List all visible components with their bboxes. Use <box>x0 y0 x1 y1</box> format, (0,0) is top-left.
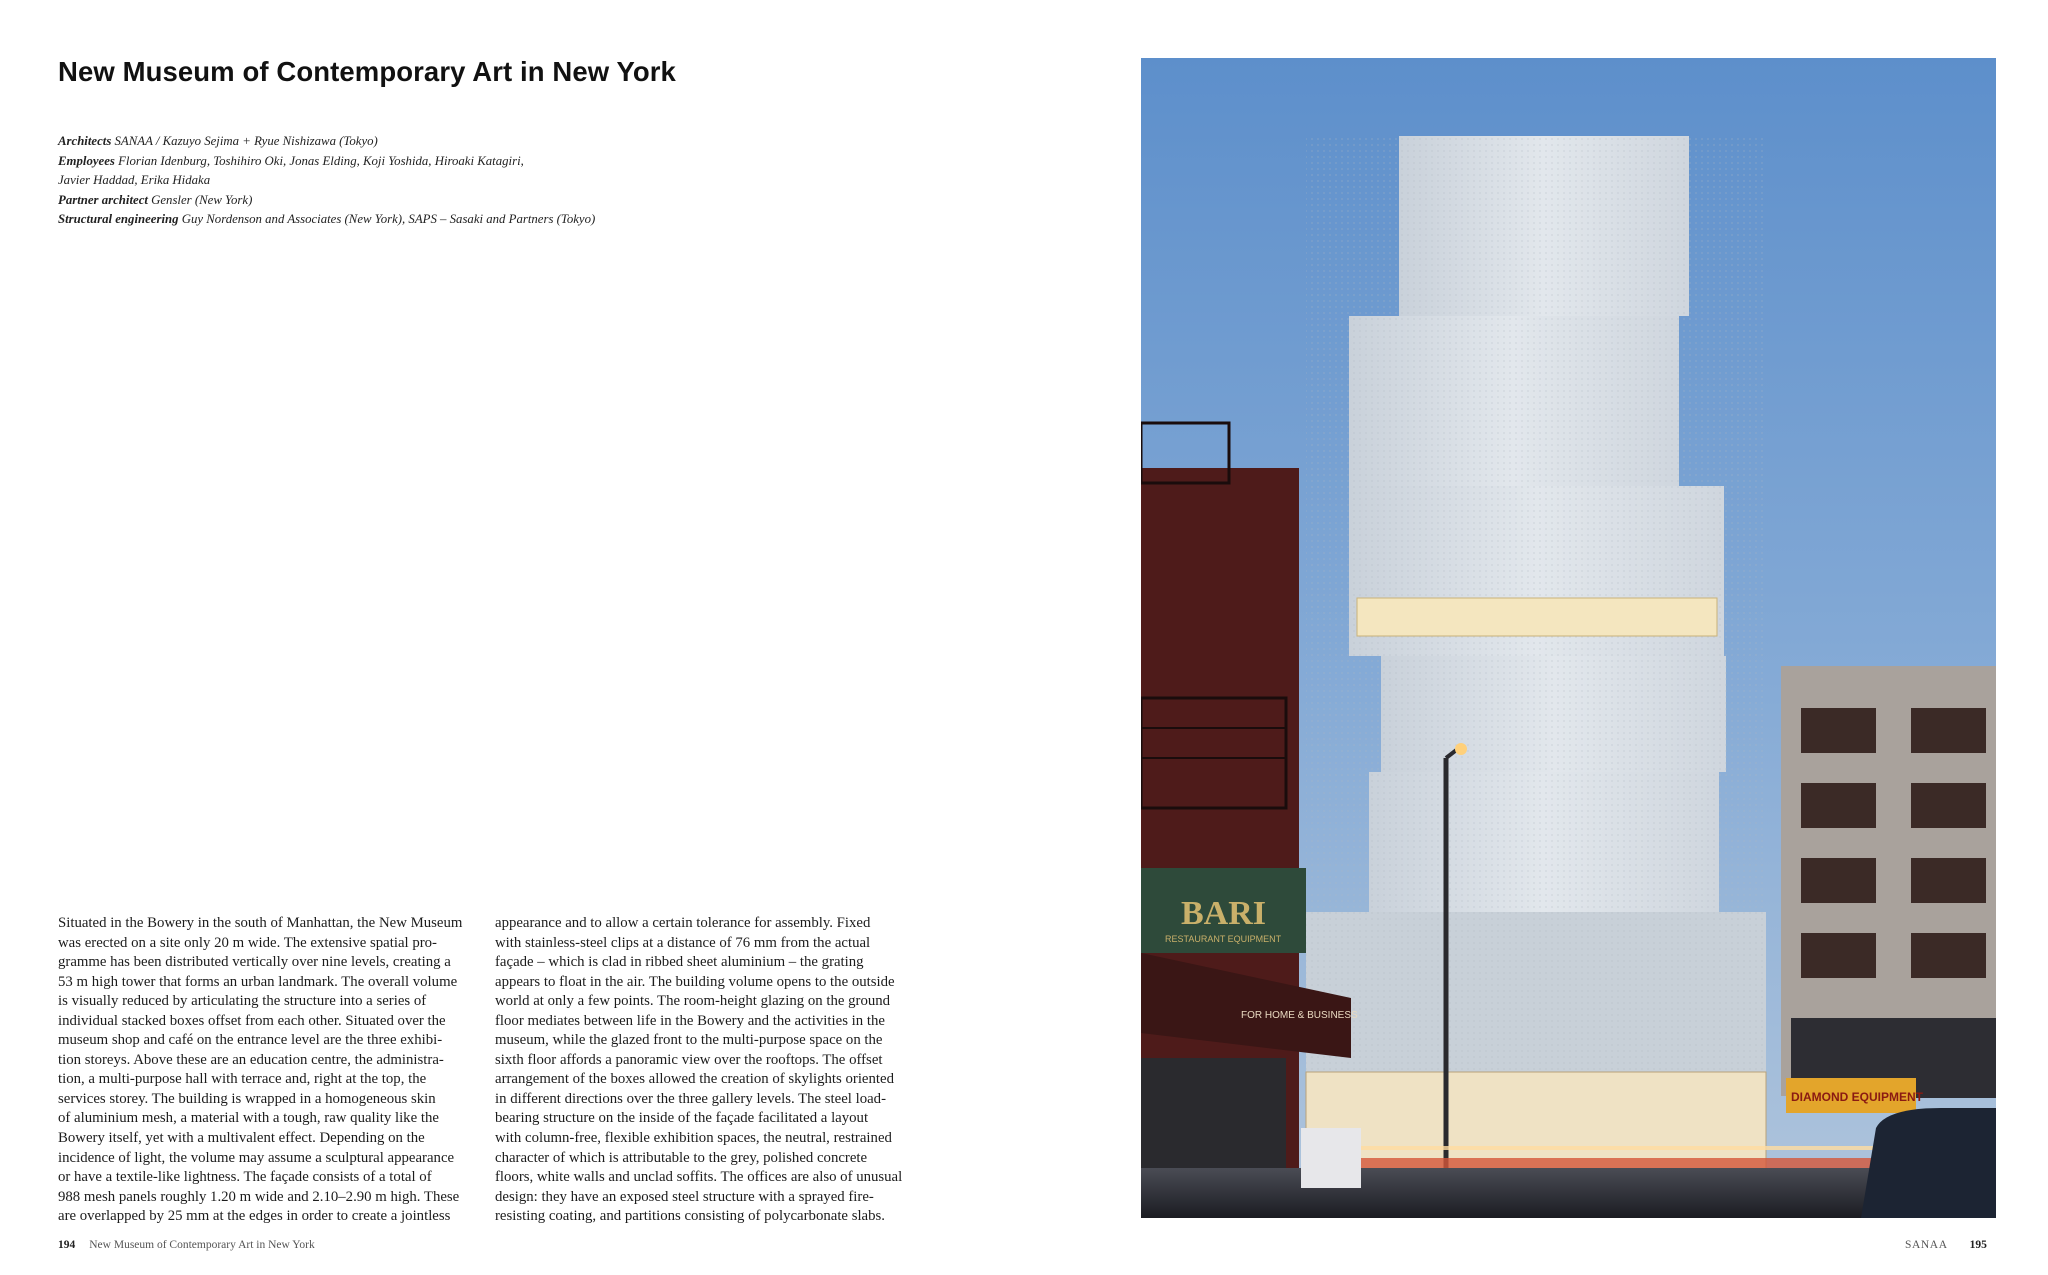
project-credits <box>58 132 698 230</box>
body-text-line: museum, while the glazed front to the multi-purpose space on the <box>495 1032 883 1049</box>
museum-tower <box>1306 136 1766 1192</box>
tenement-building-right <box>1781 666 1996 1113</box>
body-text-column-right <box>495 914 925 1227</box>
body-text-line: arrangement of the boxes allowed the creation of skylights oriented <box>495 1071 894 1088</box>
body-text-line: floors, white walls and unclad soffits. The offices are also of unusual <box>495 1169 903 1186</box>
body-text-line: 988 mesh panels roughly 1.20 m wide and 2.10–2.90 m high. These <box>58 1188 460 1205</box>
section-label: SANAA <box>1905 1239 1948 1251</box>
page-number-left: 194 <box>58 1239 76 1251</box>
body-text-line: or have a textile-like lightness. The façade consists of a total of <box>58 1169 432 1186</box>
photo-sign-bari: BARI <box>1181 895 1267 932</box>
credit-employees-continued: Javier Haddad, Erika Hidaka <box>58 173 211 187</box>
body-text-line: character of which is attributable to the grey, polished concrete <box>495 1149 868 1166</box>
body-text-line: 53 m high tower that forms an urban landmark. The overall volume <box>58 973 458 990</box>
body-text-line: tion, a multi-purpose hall with terrace and, right at the top, the <box>58 1071 427 1088</box>
body-text-line: Situated in the Bowery in the south of Manhattan, the New Museum <box>58 915 463 931</box>
photo-sign-awning: FOR HOME & BUSINESS <box>1241 1010 1358 1021</box>
body-text-line: tion storeys. Above these are an education centre, the administra- <box>58 1051 444 1068</box>
building-photo-illustration <box>1141 58 1996 1218</box>
body-text-line: with stainless-steel clips at a distance of 76 mm from the actual <box>495 934 871 951</box>
credit-architects: Architects SANAA / Kazuyo Sejima + Ryue Nishizawa (Tokyo) <box>58 134 378 148</box>
body-text-line: bearing structure on the inside of the façade facilitated a layout <box>495 1110 869 1127</box>
credit-partner-architect: Partner architect Gensler (New York) <box>58 192 253 207</box>
body-text-line: world at only a few points. The room-height glazing on the ground <box>495 993 891 1010</box>
body-text-line: façade – which is clad in ribbed sheet aluminium – the grating <box>495 954 864 971</box>
page-title: New Museum of Contemporary Art in New York <box>58 56 676 87</box>
footer-left <box>58 1239 315 1251</box>
body-text-line: is visually reduced by articulating the structure into a series of <box>58 993 427 1010</box>
credit-employees: Employees Florian Idenburg, Toshihiro Oki, Jonas Elding, Koji Yoshida, Hiroaki Katagiri, <box>58 153 524 168</box>
body-text-line: services storey. The building is wrapped in a homogeneous skin <box>58 1090 436 1107</box>
photo-sign-bari-sub: RESTAURANT EQUIPMENT <box>1165 934 1282 944</box>
running-title: New Museum of Contemporary Art in New York <box>89 1239 315 1251</box>
body-text-line: appears to float in the air. The building volume opens to the outside <box>495 973 895 990</box>
body-text-line: appearance and to allow a certain tolerance for assembly. Fixed <box>495 915 871 931</box>
footer-right <box>1905 1239 1987 1251</box>
body-text-column-left <box>58 914 488 1227</box>
body-text-line: of aluminium mesh, a material with a tough, raw quality like the <box>58 1110 439 1127</box>
body-text-line: museum shop and café on the entrance level are the three exhibi- <box>58 1032 443 1049</box>
body-text-line: individual stacked boxes offset from each other. Situated over the <box>58 1012 446 1029</box>
page-number-right: 195 <box>1969 1239 1987 1251</box>
body-text-line: incidence of light, the volume may assume a sculptural appearance <box>58 1149 455 1166</box>
body-text-line: gramme has been distributed vertically over nine levels, creating a <box>58 954 451 971</box>
building-photo <box>1141 58 1996 1218</box>
photo-sign-diamond: DIAMOND EQUIPMENT <box>1791 1090 1923 1104</box>
body-text-line: with column-free, flexible exhibition spaces, the neutral, restrained <box>495 1130 892 1147</box>
credit-structural-engineering: Structural engineering Guy Nordenson and Associates (New York), SAPS – Sasaki and Partners (Tokyo) <box>58 212 596 226</box>
body-text-line: are overlapped by 25 mm at the edges in order to create a jointless <box>58 1208 451 1225</box>
body-text-line: design: they have an exposed steel structure with a sprayed fire- <box>495 1188 874 1205</box>
body-text-line: sixth floor affords a panoramic view over the rooftops. The offset <box>495 1051 883 1068</box>
body-text-line: resisting coating, and partitions consisting of polycarbonate slabs. <box>495 1208 885 1225</box>
body-text-line: floor mediates between life in the Bowery and the activities in the <box>495 1012 885 1029</box>
body-text-line: Bowery itself, yet with a multivalent effect. Depending on the <box>58 1130 425 1147</box>
body-text-line: was erected on a site only 20 m wide. The extensive spatial pro- <box>58 934 437 951</box>
body-text-line: in different directions over the three gallery levels. The steel load- <box>495 1090 887 1107</box>
